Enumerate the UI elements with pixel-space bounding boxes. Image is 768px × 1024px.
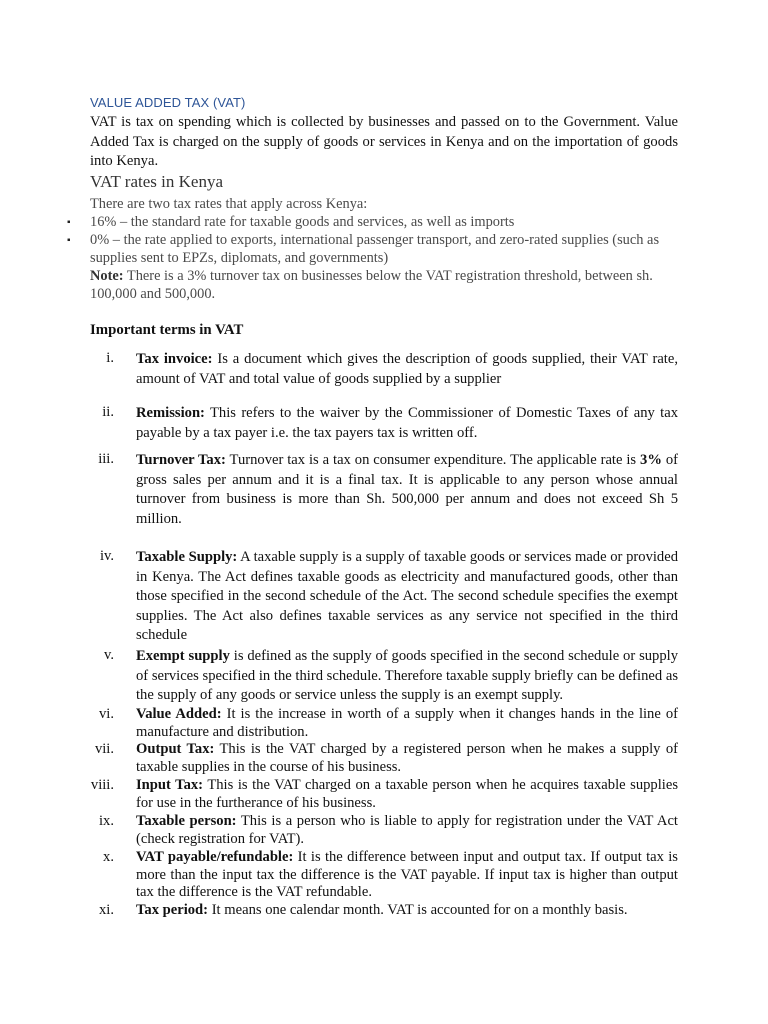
term-item (136, 741, 678, 776)
list-number: i. (106, 350, 114, 366)
term-item (136, 706, 678, 741)
term-item (136, 548, 678, 646)
term-definition: Is a document which gives the description of goods supplied, their VAT rate, amount of VAT and total value of goods supplied by a supplier (136, 351, 678, 387)
rate-value: 3% (640, 452, 662, 468)
term-item (136, 902, 678, 920)
list-number: viii. (90, 777, 114, 793)
term-definition: is defined as the supply of goods specified in the second schedule or supply of services specified in the third schedule. Therefore taxable supply briefly can be defined as the supply of any goods or service unless the supply is an exempt supply. (136, 648, 678, 704)
note-text: There is a 3% turnover tax on businesses below the VAT registration threshold, between sh. 100,000 and 500,000. (90, 268, 653, 302)
term-definition: This refers to the waiver by the Commissioner of Domestic Taxes of any tax payable by a tax payer i.e. the tax payers tax is written off. (136, 405, 678, 441)
list-number: iii. (98, 451, 114, 467)
term-definition: It means one calendar month. VAT is accounted for on a monthly basis. (208, 902, 628, 918)
list-number: v. (104, 647, 114, 663)
term-definition: A taxable supply is a supply of taxable goods or services made or provided in Kenya. The Act defines taxable goods as electricity and manufactured goods, other than those specified in the second schedule of the Act. The second schedule specifies the exempt supplies. The Act also defines taxable services as any service not specified in the third schedule (136, 549, 678, 644)
term-label: Taxable Supply: (136, 549, 238, 565)
term-definition: This is a person who is liable to apply for registration under the VAT Act (check registration for VAT). (136, 813, 678, 847)
term-label: Output Tax: (136, 741, 215, 757)
term-label: Exempt supply (136, 648, 230, 664)
rates-subheading: VAT rates in Kenya (90, 172, 223, 191)
bullet-item: 16% – the standard rate for taxable goods and services, as well as imports (90, 214, 515, 230)
term-label: Turnover Tax: (136, 452, 226, 468)
note-paragraph (90, 267, 680, 303)
term-item (136, 849, 678, 902)
term-item (136, 813, 678, 848)
term-definition: This is the VAT charged by a registered person when he makes a supply of taxable supplies in the course of his business. (136, 741, 678, 775)
term-item (136, 404, 678, 443)
bullet-item: 0% – the rate applied to exports, international passenger transport, and zero-rated supplies (such as supplies sent to EPZs, diplomats, and governments) (90, 232, 660, 266)
term-label: Tax period: (136, 902, 209, 918)
term-label: Input Tax: (136, 777, 204, 793)
list-number: vi. (99, 706, 114, 722)
term-label: Remission: (136, 405, 205, 421)
term-label: Value Added: (136, 706, 222, 722)
term-item (136, 777, 678, 812)
term-definition: Turnover tax is a tax on consumer expenditure. The applicable rate is (225, 452, 641, 468)
list-number: ii. (102, 404, 114, 420)
list-number: xi. (99, 902, 114, 918)
bullet-marker: ▪ (67, 217, 71, 228)
term-item (136, 647, 678, 706)
list-number: ix. (99, 813, 114, 829)
document-heading: VALUE ADDED TAX (VAT) (90, 95, 246, 110)
note-label: Note: (90, 268, 124, 284)
list-number: iv. (99, 548, 114, 564)
term-item (136, 451, 678, 529)
rates-intro-text: There are two tax rates that apply across Kenya: (90, 196, 368, 212)
list-number: x. (103, 849, 114, 865)
term-definition: It is the difference between input and output tax. If output tax is more than the input tax the difference is the VAT payable. If input tax is higher than output tax the difference is the VAT refundable. (136, 849, 678, 900)
terms-heading: Important terms in VAT (90, 322, 244, 338)
term-label: VAT payable/refundable: (136, 849, 294, 865)
list-number: vii. (94, 741, 114, 757)
term-item (136, 350, 678, 389)
term-label: Taxable person: (136, 813, 237, 829)
bullet-marker: ▪ (67, 235, 71, 246)
term-definition: This is the VAT charged on a taxable person when he acquires taxable supplies for use in the furtherance of his business. (136, 777, 678, 811)
term-label: Tax invoice: (136, 351, 213, 367)
term-definition: of gross sales per annum and it is a final tax. It is applicable to any person whose annual turnover from business is more than Sh. 500,000 per annum and does not exceed Sh 5 million. (136, 452, 678, 527)
term-definition: It is the increase in worth of a supply when it changes hands in the line of manufacture and distribution. (136, 706, 678, 740)
intro-paragraph: VAT is tax on spending which is collected by businesses and passed on to the Government. Value Added Tax is charged on the supply of goods or services in Kenya and on the importation of goods into Kenya. (90, 114, 678, 169)
